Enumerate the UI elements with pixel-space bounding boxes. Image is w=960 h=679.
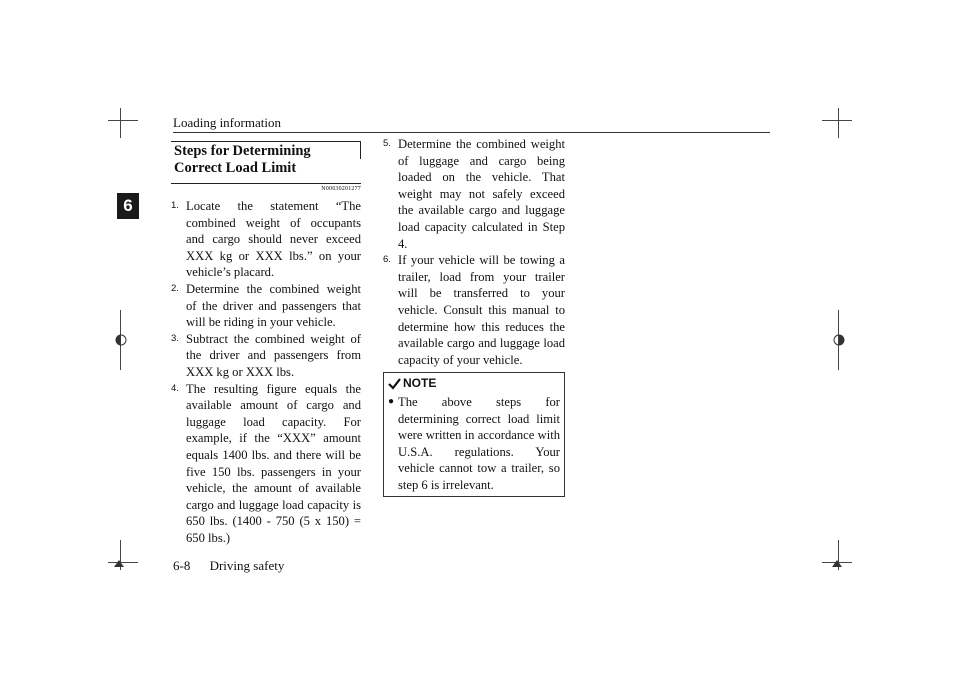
step-text: The resulting figure equals the available amount of cargo and luggage load capacity. For example, if the “XXX” amount equals 1400 lbs. and there will be five 150 lbs. passengers in your vehicle, the amount of available cargo and luggage load capacity is 650 lbs. (1400 - 750 (5 x 150) = 650 lbs.): [186, 381, 361, 545]
crop-mark: [838, 108, 839, 138]
page-number: 6-8: [173, 558, 191, 573]
step-text: Subtract the combined weight of the driver and passengers from XXX kg or XXX lbs.: [186, 331, 361, 379]
bullet-icon: ●: [388, 395, 395, 407]
step-number: 2.: [171, 282, 179, 294]
list-item: [383, 136, 565, 252]
steps-list: [383, 136, 565, 368]
section-heading: Steps for Determining Correct Load Limit: [171, 141, 361, 184]
list-item: [171, 381, 361, 547]
note-body: The above steps for determining correct load limit were written in accordance with U.S.A. regulations. Your vehicle cannot tow a trailer, so step 6 is irrelevant.: [398, 394, 560, 492]
footer-section: Driving safety: [209, 558, 285, 573]
note-header: [384, 373, 564, 394]
step-number: 3.: [171, 332, 179, 344]
page-header-title: Loading information: [173, 115, 281, 130]
step-number: 6.: [383, 254, 391, 266]
right-column: [383, 136, 565, 497]
reference-code: N00630201277: [321, 186, 361, 192]
step-number: 4.: [171, 382, 179, 394]
note-check-icon: [388, 378, 401, 390]
step-number: 1.: [171, 200, 179, 211]
chapter-tab: 6: [117, 193, 139, 219]
step-text: Determine the combined weight of luggage and cargo being loaded on the vehicle. That weight may not safely exceed the available cargo and luggage load capacity calculated in Step 4.: [398, 137, 565, 251]
step-number: 5.: [383, 138, 391, 149]
note-text: [384, 394, 564, 494]
registration-mark-icon: [114, 333, 128, 347]
list-item: [171, 281, 361, 331]
note-label: NOTE: [403, 376, 437, 391]
list-item: [171, 331, 361, 381]
crop-mark: [822, 120, 852, 121]
step-text: Determine the combined weight of the driver and passengers that will be riding in your vehicle.: [186, 281, 361, 330]
page-footer: [173, 558, 300, 574]
step-text: Locate the statement “The combined weight of occupants and cargo should never exceed XXX kg or XXX lbs.” on your vehicle’s placard.: [186, 199, 361, 280]
registration-mark-icon: [832, 557, 842, 567]
note-box: [383, 372, 565, 497]
registration-mark-icon: [114, 557, 124, 567]
steps-list: [171, 198, 361, 546]
list-item: [171, 198, 361, 281]
step-text: If your vehicle will be towing a trailer, load from your trailer will be transferred to your vehicle. Consult this manual to determine how this reduces the available cargo and luggage load capacity of your vehicle.: [398, 253, 565, 367]
registration-mark-icon: [832, 333, 846, 347]
list-item: [383, 252, 565, 368]
left-column: [171, 141, 361, 546]
crop-mark: [120, 108, 121, 138]
crop-mark: [108, 120, 138, 121]
header-divider: [173, 132, 770, 133]
